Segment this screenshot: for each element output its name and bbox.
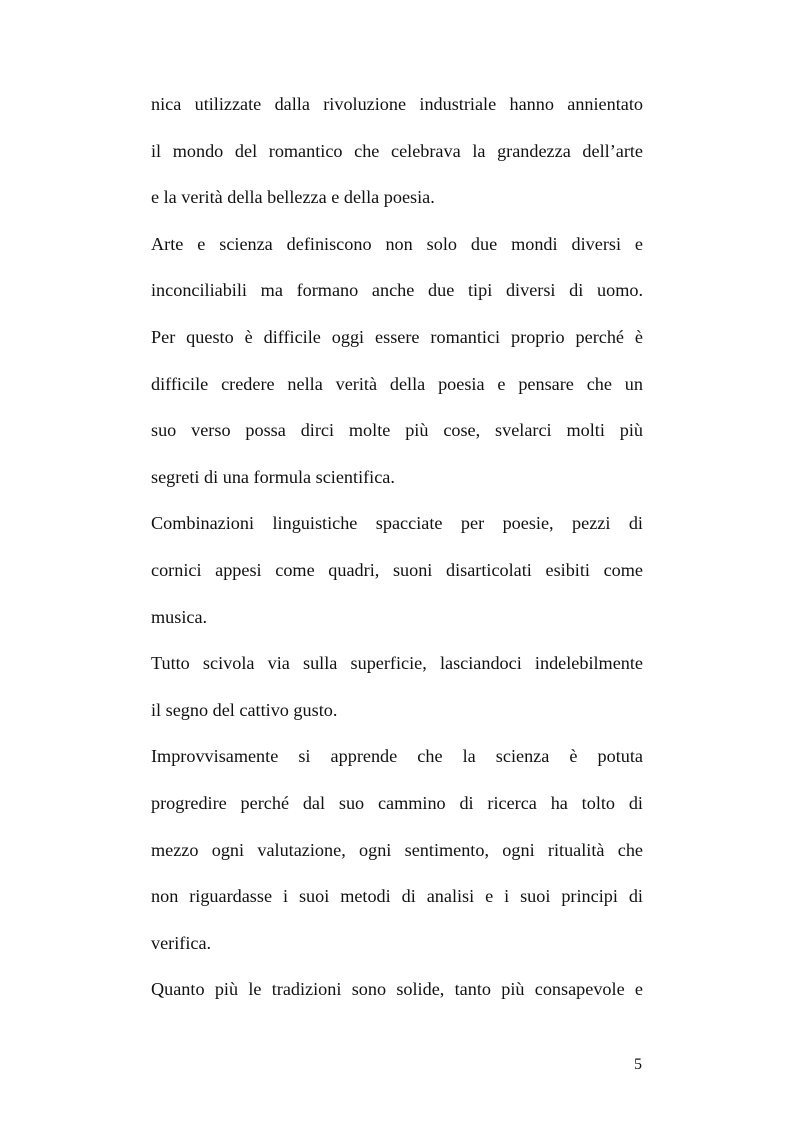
text-line: inconciliabili ma formano anche due tipi diversi di uomo. — [151, 280, 643, 301]
body-text — [151, 89, 643, 1021]
text-line: Per questo è difficile oggi essere romantici proprio perché è — [151, 326, 643, 347]
text-line: cornici appesi come quadri, suoni disarticolati esibiti come — [151, 559, 643, 580]
text-line: Arte e scienza definiscono non solo due mondi diversi e — [151, 233, 643, 254]
text-line: nica utilizzate dalla rivoluzione industriale hanno annientato — [151, 94, 643, 114]
text-line: Improvvisamente si apprende che la scienza è potuta — [151, 746, 643, 767]
text-line: non riguardasse i suoi metodi di analisi e i suoi principi di — [151, 886, 643, 907]
text-line: segreti di una formula scientifica. — [151, 466, 395, 487]
text-line: Combinazioni linguistiche spacciate per poesie, pezzi di — [151, 513, 643, 534]
text-line: Tutto scivola via sulla superficie, lasciandoci indelebilmente — [151, 653, 643, 674]
text-line: e la verità della bellezza e della poesia. — [151, 187, 435, 208]
text-line: difficile credere nella verità della poesia e pensare che un — [151, 373, 643, 394]
text-line: il mondo del romantico che celebrava la grandezza dell’arte — [151, 140, 643, 161]
text-line: il segno del cattivo gusto. — [151, 699, 338, 720]
page-number: 5 — [634, 1056, 642, 1073]
text-line: Quanto più le tradizioni sono solide, tanto più consapevole e — [151, 979, 643, 1000]
text-line: suo verso possa dirci molte più cose, svelarci molti più — [151, 420, 643, 441]
text-line: mezzo ogni valutazione, ogni sentimento, ogni ritualità che — [151, 839, 643, 860]
text-line: musica. — [151, 606, 208, 627]
text-line: progredire perché dal suo cammino di ricerca ha tolto di — [151, 792, 643, 813]
text-line: verifica. — [151, 932, 212, 953]
